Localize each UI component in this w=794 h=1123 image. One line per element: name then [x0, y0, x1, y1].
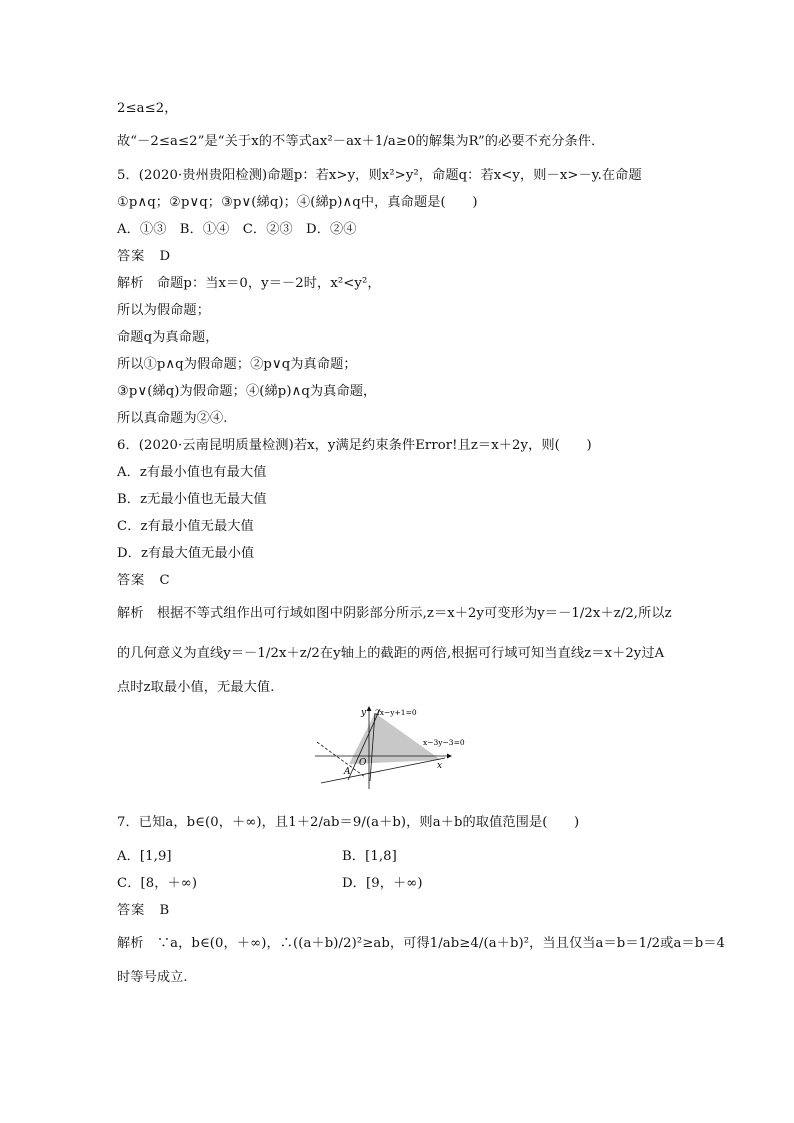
question-7-stem: 7．已知a，b∈(0，＋∞)，且1＋2/ab＝9/(a＋b)，则a＋b的取值范围是( )	[117, 815, 580, 830]
option-c: C．[8，＋∞)	[117, 876, 198, 891]
x-axis-arrow-icon	[447, 754, 452, 759]
solution-line: 解析 根据不等式组作出可行域如图中阴影部分所示,z＝x＋2y可变形为y＝－1/2x＋z/2,所以z	[117, 606, 672, 621]
y-axis-arrow-icon	[367, 706, 372, 711]
point-a-label: A	[344, 767, 351, 777]
origin-label: O	[359, 758, 367, 768]
text-line: 故“－2≤a≤2”是“关于x的不等式ax²－ax＋1/a≥0的解集为R”的必要不充分条件．	[117, 134, 605, 149]
option-a: A．z有最小值也有最大值	[117, 465, 267, 480]
solution-line: 点时z取最小值，无最大值.	[117, 680, 275, 695]
option-b: B．[1,8]	[342, 849, 397, 864]
feasible-region-figure	[117, 705, 677, 797]
options-row	[117, 870, 677, 897]
question-6-answer: 答案 C	[117, 573, 171, 588]
document-page	[117, 95, 726, 991]
option-c: C．z有最小值无最大值	[117, 519, 254, 534]
question-7-answer: 答案 B	[117, 903, 171, 918]
x-axis-label: x	[437, 761, 443, 771]
question-5-stem: 5．(2020·贵州贵阳检测)命题p：若x>y，则x²>y²，命题q：若x<y，则－x>－y.在命题	[117, 168, 642, 183]
y-axis-label: y	[361, 708, 367, 718]
option-b: B．z无最小值也无最大值	[117, 492, 267, 507]
solution-line: 时等号成立.	[117, 970, 188, 985]
option-a: A．[1,9]	[117, 849, 172, 864]
question-5-answer: 答案 D	[117, 249, 172, 264]
line-1-label: 2x−y+1=0	[375, 708, 417, 717]
feasible-region-diagram	[315, 705, 475, 795]
solution-line: 所以①p∧q为假命题；②p∨q为真命题；	[117, 357, 357, 372]
question-5-stem: ①p∧q；②p∨q；③p∨(綈q)；④(綈p)∧q中，真命题是( )	[117, 195, 478, 210]
solution-line: 所以真命题为②④.	[117, 411, 228, 426]
text-line: 2≤a≤2，	[117, 101, 178, 116]
solution-line: 解析 ∵a，b∈(0，＋∞)，∴((a＋b)/2)²≥ab，可得1/ab≥4/(a＋b)²，当且仅当a＝b＝1/2或a＝b＝4	[117, 936, 726, 951]
question-6-stem: 6．(2020·云南昆明质量检测)若x，y满足约束条件Error!且z＝x＋2y，则( )	[117, 438, 592, 453]
option-d: D．z有最大值无最小值	[117, 546, 255, 561]
question-5-options: A．①③ B．①④ C．②③ D．②④	[117, 222, 357, 237]
solution-line: 的几何意义为直线y＝－1/2x＋z/2在y轴上的截距的两倍,根据可行域可知当直线z＝x＋2y过A	[117, 646, 665, 661]
options-row	[117, 843, 677, 870]
line-2-label: x−3y−3=0	[423, 738, 465, 747]
option-d: D．[9，＋∞)	[342, 876, 423, 891]
solution-line: 所以为假命题；	[117, 303, 211, 318]
solution-line: 解析 命题p：当x＝0，y＝－2时，x²<y²，	[117, 276, 381, 291]
solution-line: 命题q为真命题，	[117, 330, 219, 345]
solution-line: ③p∨(綈q)为假命题；④(綈p)∧q为真命题，	[117, 384, 377, 399]
